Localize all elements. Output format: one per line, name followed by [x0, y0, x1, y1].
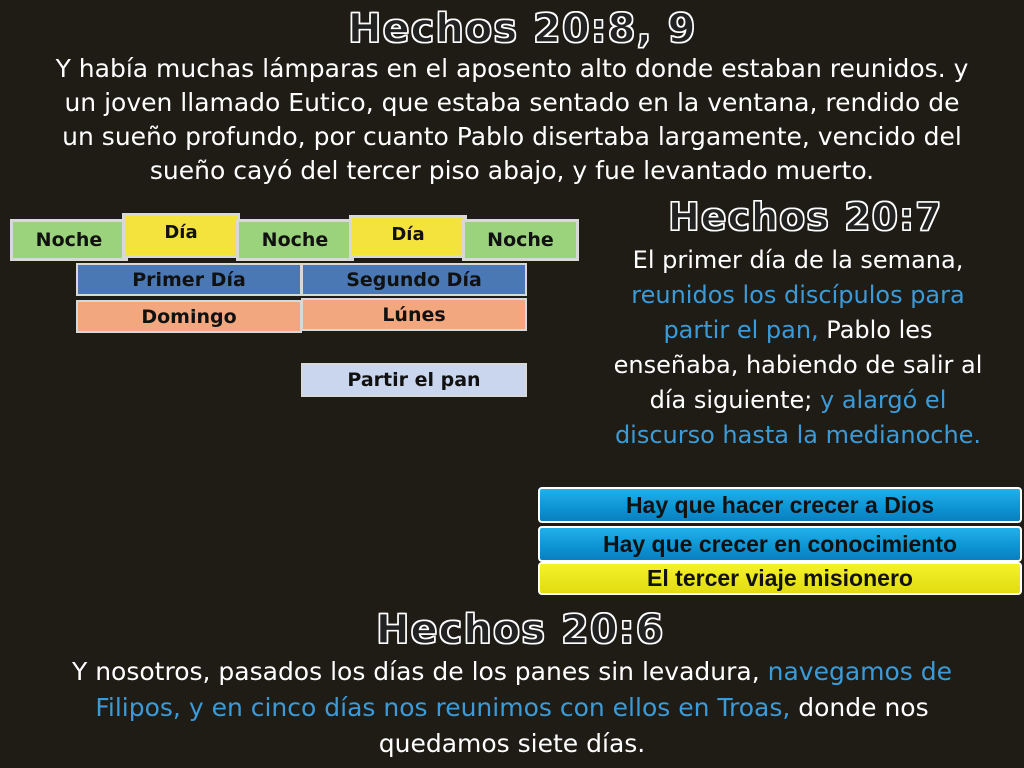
verse-segment-highlight: reunidos los discípulos para — [631, 281, 965, 309]
verse-line: un joven llamado Eutico, que estaba sentado en la ventana, rendido de — [64, 88, 960, 117]
heading-hechos-20-7: Hechos 20:7 — [668, 195, 943, 239]
verse-segment: día siguiente; — [649, 386, 813, 414]
note-crecer-en-conocimiento: Hay que crecer en conocimiento — [538, 526, 1022, 562]
verse-line — [580, 348, 1016, 383]
verse-line: un sueño profundo, por cuanto Pablo disertaba largamente, vencido del — [62, 122, 962, 151]
note-hacer-crecer-a-dios: Hay que hacer crecer a Dios — [538, 487, 1022, 523]
verse-segment: El primer día de la semana, — [632, 246, 964, 274]
verse-line — [6, 690, 1018, 726]
verse-line — [580, 383, 1016, 418]
dia-box-1: Día — [122, 213, 240, 258]
verse-segment: enseñaba, habiendo de salir al — [613, 351, 983, 379]
heading-hechos-20-8-9: Hechos 20:8, 9 — [348, 6, 697, 52]
verse-hechos-20-8-9 — [6, 52, 1018, 188]
domingo-bar: Domingo — [76, 300, 302, 333]
note-tercer-viaje-misionero: El tercer viaje misionero — [538, 562, 1022, 595]
verse-segment: quedamos siete días. — [378, 729, 646, 758]
verse-segment: donde nos — [790, 693, 929, 722]
noche-box-1: Noche — [10, 219, 128, 261]
verse-hechos-20-7 — [580, 243, 1016, 453]
verse-segment-highlight: navegamos de — [759, 657, 953, 686]
heading-hechos-20-6: Hechos 20:6 — [376, 607, 665, 653]
verse-line — [580, 418, 1016, 453]
verse-segment: Y nosotros, pasados los días de los panes sin levadura, — [71, 657, 760, 686]
noche-box-3: Noche — [462, 219, 579, 261]
verse-line — [6, 726, 1018, 762]
verse-line — [6, 654, 1018, 690]
verse-hechos-20-6 — [6, 654, 1018, 762]
verse-line — [580, 278, 1016, 313]
verse-line: sueño cayó del tercer piso abajo, y fue levantado muerto. — [149, 156, 875, 185]
verse-line: Y había muchas lámparas en el aposento alto donde estaban reunidos. y — [55, 54, 969, 83]
verse-segment-highlight: y alargó el — [812, 386, 947, 414]
verse-segment-highlight: discurso hasta la medianoche. — [614, 421, 982, 449]
verse-line — [580, 243, 1016, 278]
verse-line — [580, 313, 1016, 348]
dia-box-2: Día — [349, 215, 467, 258]
noche-box-2: Noche — [236, 219, 354, 261]
segundo-dia-bar: Segundo Día — [301, 263, 527, 296]
verse-segment: Pablo les — [818, 316, 933, 344]
lunes-bar: Lúnes — [301, 298, 527, 331]
verse-segment-highlight: partir el pan, — [663, 316, 819, 344]
partir-el-pan-bar: Partir el pan — [301, 363, 527, 397]
primer-dia-bar: Primer Día — [76, 263, 302, 296]
verse-segment-highlight: Filipos, y en cinco días nos reunimos con ellos en Troas, — [95, 693, 791, 722]
